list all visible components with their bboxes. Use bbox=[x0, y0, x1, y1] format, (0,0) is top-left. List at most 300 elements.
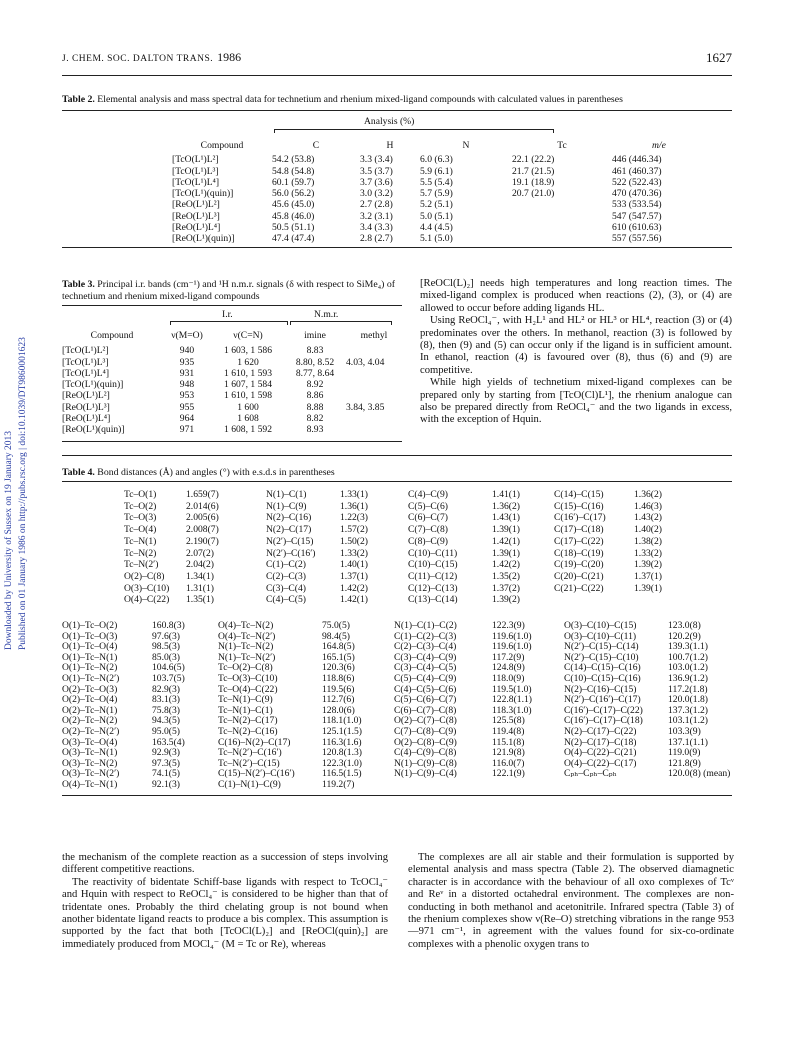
table2-header: N bbox=[462, 140, 470, 151]
bond-value: 119.6(1.0) bbox=[492, 630, 532, 642]
table2-group-header: Analysis (%) bbox=[364, 116, 415, 127]
bond-value: 1.46(3) bbox=[634, 500, 662, 512]
bond-value: 1.39(2) bbox=[634, 559, 662, 571]
table-row bbox=[172, 166, 732, 177]
bond-label: Tc–N(2)–C(16) bbox=[218, 725, 278, 737]
bond-label: N(1)–C(1)–C(2) bbox=[394, 620, 457, 631]
bond-label: O(3)–Tc–O(4) bbox=[62, 736, 118, 748]
table-cell: 446 (446.34) bbox=[612, 154, 662, 166]
table-row bbox=[124, 501, 724, 513]
table2-bracket bbox=[274, 129, 554, 133]
table-cell: 50.5 (51.1) bbox=[272, 222, 315, 234]
paragraph: [ReOCl(L)₂] needs high temperatures and long reaction times. The mixed-ligand complex is produced when reactions (2), (3), or (4) are allowed to occur before adding ligands HL. bbox=[420, 278, 732, 314]
bond-label: C(6)–C(7)–C(8) bbox=[394, 704, 457, 716]
table2-header: H bbox=[386, 140, 394, 151]
bond-value: 1.36(2) bbox=[492, 500, 520, 512]
bond-label: C(12)–C(13) bbox=[408, 582, 458, 594]
table-cell: [TcO(L¹)(quin)] bbox=[172, 188, 234, 200]
header-rule bbox=[62, 75, 732, 76]
table3-header: imine bbox=[304, 330, 326, 341]
table-cell: 8.82 bbox=[306, 413, 324, 425]
bond-value: 1.40(2) bbox=[634, 524, 662, 536]
bond-label: N(2′)–C(15)–C(14) bbox=[564, 641, 639, 653]
bond-value: 136.9(1.2) bbox=[668, 672, 708, 684]
bond-label: C(1)–C(2) bbox=[266, 559, 306, 571]
table3 bbox=[62, 330, 402, 436]
bond-label: Tc–N(2′)–C(15) bbox=[218, 757, 280, 769]
table3-header-row bbox=[62, 330, 402, 345]
bond-value: 1.33(2) bbox=[340, 547, 368, 559]
table-cell bbox=[512, 222, 612, 233]
table-row bbox=[62, 727, 732, 738]
table-cell: [ReO(L¹)L⁴] bbox=[172, 222, 221, 234]
table-cell: 3.84, 3.85 bbox=[346, 401, 385, 413]
bond-value: 122.3(9) bbox=[492, 620, 525, 631]
table-cell: 6.0 (6.3) bbox=[420, 154, 453, 166]
bond-label: O(2)–C(8) bbox=[124, 570, 165, 582]
bond-value: 1.41(1) bbox=[492, 489, 520, 500]
bond-value: 1.36(1) bbox=[340, 500, 368, 512]
table3-group-nmr: N.m.r. bbox=[314, 309, 339, 320]
bond-value: 119.6(1.0) bbox=[492, 641, 532, 653]
table-cell: 610 (610.63) bbox=[612, 222, 662, 234]
bond-label: N(2)–C(17)–C(22) bbox=[564, 725, 637, 737]
table3-top-rule bbox=[62, 305, 402, 306]
bond-label: Tc–O(4)–C(22) bbox=[218, 683, 278, 695]
table2-bottom-rule bbox=[62, 247, 732, 248]
bond-value: 1.38(2) bbox=[634, 535, 662, 547]
table-row bbox=[62, 402, 402, 413]
bond-value: 74.1(5) bbox=[152, 768, 180, 780]
bond-value: 2.04(2) bbox=[186, 559, 214, 571]
table4-caption bbox=[62, 467, 732, 479]
bond-label: C(5)–C(4)–C(9) bbox=[394, 672, 457, 684]
bond-value bbox=[668, 780, 732, 791]
table-cell: [ReO(L¹)L⁴] bbox=[62, 413, 111, 425]
bond-value: 75.0(5) bbox=[322, 620, 350, 631]
table-row bbox=[62, 368, 402, 379]
bond-label: C(13)–C(14) bbox=[408, 594, 458, 606]
bond-value: 119.4(8) bbox=[492, 725, 525, 737]
bond-label: O(2)–C(7)–C(8) bbox=[394, 715, 457, 727]
table-cell: 8.86 bbox=[306, 390, 324, 402]
table4-label: Table 4. bbox=[62, 467, 95, 478]
bond-value bbox=[634, 594, 724, 606]
table-row bbox=[124, 524, 724, 536]
bond-label bbox=[554, 594, 634, 606]
table-cell: 964 bbox=[179, 413, 195, 425]
bond-value: 164.8(5) bbox=[322, 641, 355, 653]
bond-value: 1.42(1) bbox=[492, 535, 520, 547]
bond-value: 1.34(1) bbox=[186, 570, 214, 582]
bond-label: Cₚₕ–Cₚₕ–Cₚₕ bbox=[564, 768, 617, 780]
bond-label: C(4)–C(9)–C(8) bbox=[394, 747, 457, 759]
bond-label: C(14)–C(15) bbox=[554, 489, 604, 500]
table-row bbox=[62, 379, 402, 390]
bond-label: C(19)–C(20) bbox=[554, 559, 604, 571]
bond-label: N(1)–C(9) bbox=[266, 500, 307, 512]
bond-value: 2.005(6) bbox=[186, 512, 219, 524]
bond-label: O(2)–Tc–N(2′) bbox=[62, 725, 120, 737]
bond-label: N(2′)–C(16′) bbox=[266, 547, 316, 559]
bond-value bbox=[492, 780, 564, 791]
bond-label: O(4)–C(22) bbox=[124, 594, 170, 606]
bond-label: C(14)–C(15)–C(16) bbox=[564, 662, 641, 674]
bond-value: 116.0(7) bbox=[492, 757, 525, 769]
table-cell: 1 610, 1 598 bbox=[224, 390, 272, 402]
table-cell: 45.8 (46.0) bbox=[272, 210, 315, 222]
table-cell: 1 607, 1 584 bbox=[224, 379, 272, 391]
table3-label: Table 3. bbox=[62, 279, 95, 290]
bond-label: O(3)–Tc–N(2) bbox=[62, 757, 118, 769]
table-row bbox=[172, 233, 732, 244]
distances-body bbox=[124, 489, 724, 606]
bond-label: C(18)–C(19) bbox=[554, 547, 604, 559]
bond-value: 1.33(2) bbox=[634, 547, 662, 559]
bond-label: C(2)–C(3)–C(4) bbox=[394, 641, 457, 653]
table-cell: 5.5 (5.4) bbox=[420, 176, 453, 188]
bond-value: 116.5(1.5) bbox=[322, 768, 362, 780]
table-cell: 955 bbox=[179, 401, 195, 413]
bond-value: 122.3(1.0) bbox=[322, 757, 362, 769]
bond-label: C(7)–C(8)–C(9) bbox=[394, 725, 457, 737]
table-row bbox=[62, 780, 732, 791]
table-cell bbox=[346, 413, 402, 424]
bond-label: Tc–N(2) bbox=[124, 547, 157, 559]
bond-value: 120.0(1.8) bbox=[668, 694, 708, 706]
bond-value: 119.2(7) bbox=[322, 778, 355, 790]
table-cell: 5.7 (5.9) bbox=[420, 188, 453, 200]
bond-value: 119.5(1.0) bbox=[492, 683, 532, 695]
table2-header-row bbox=[172, 140, 732, 154]
table-cell: 56.0 (56.2) bbox=[272, 188, 315, 200]
bond-label: Tc–N(1)–C(1) bbox=[218, 704, 273, 716]
bond-value: 104.6(5) bbox=[152, 662, 185, 674]
bond-value: 1.43(2) bbox=[634, 512, 662, 524]
bond-label: O(4)–Tc–N(1) bbox=[62, 778, 118, 790]
published-notice: Published on 01 January 1986 on http://pubs.rsc.org | doi:10.1039/DT9860001623 bbox=[18, 337, 28, 650]
paragraph: While high yields of technetium mixed-ligand complexes can be prepared only by starting from [TcO(Cl)L¹], the rhenium analogue can also be prepared directly from ReOCl₄⁻ and the two ligands in excess, with the exception of Hquin. bbox=[420, 377, 732, 426]
bond-label: O(3)–Tc–N(2′) bbox=[62, 768, 120, 780]
journal-name: J. CHEM. SOC. DALTON TRANS. bbox=[62, 54, 214, 64]
bond-label: O(1)–Tc–N(2) bbox=[62, 662, 118, 674]
table-row bbox=[124, 594, 724, 606]
bond-label: N(1)–C(1) bbox=[266, 489, 307, 500]
table-cell: 3.4 (3.3) bbox=[360, 222, 393, 234]
bond-value: 2.008(7) bbox=[186, 524, 219, 536]
table4-distances bbox=[124, 489, 724, 606]
bond-label: O(1)–Tc–O(4) bbox=[62, 641, 118, 653]
bond-value: 1.42(1) bbox=[340, 594, 368, 606]
bond-label: O(2)–Tc–N(2) bbox=[62, 715, 118, 727]
table-row bbox=[124, 536, 724, 548]
bond-label: C(4)–C(9) bbox=[408, 489, 448, 500]
bond-value: 137.3(1.2) bbox=[668, 704, 708, 716]
bond-value: 103.0(1.2) bbox=[668, 662, 708, 674]
bond-label: C(10)–C(11) bbox=[408, 547, 458, 559]
table-cell: 60.1 (59.7) bbox=[272, 176, 315, 188]
bond-value: 1.35(1) bbox=[186, 594, 214, 606]
table2 bbox=[172, 140, 732, 245]
table3-nmr-bracket bbox=[290, 321, 392, 325]
table-cell bbox=[346, 368, 402, 379]
bond-value: 1.33(1) bbox=[340, 489, 368, 500]
table-cell: 54.2 (53.8) bbox=[272, 154, 315, 166]
bottom-left-text bbox=[62, 852, 388, 951]
bond-label: N(2)–C(16)–C(15) bbox=[564, 683, 637, 695]
bond-value: 103.1(1.2) bbox=[668, 715, 708, 727]
bond-value: 92.1(3) bbox=[152, 778, 180, 790]
table-cell: 1 603, 1 586 bbox=[224, 345, 272, 357]
table-cell: [ReO(L¹)(quin)] bbox=[62, 424, 125, 436]
journal-year: 1986 bbox=[217, 50, 242, 64]
table-cell: 54.8 (54.8) bbox=[272, 165, 315, 177]
bond-label: O(1)–Tc–N(1) bbox=[62, 651, 118, 663]
bond-label: C(17)–C(18) bbox=[554, 524, 604, 536]
bond-value: 165.1(5) bbox=[322, 651, 355, 663]
bond-value: 118.8(6) bbox=[322, 672, 355, 684]
table-cell: 4.4 (4.5) bbox=[420, 222, 453, 234]
bond-label: O(2)–Tc–N(1) bbox=[62, 704, 118, 716]
table-row bbox=[62, 345, 402, 356]
table-row bbox=[124, 559, 724, 571]
bond-label: C(6)–C(7) bbox=[408, 512, 448, 524]
table-cell: 1 608, 1 592 bbox=[224, 424, 272, 436]
bond-value: 1.36(2) bbox=[634, 489, 662, 500]
bond-value: 2.014(6) bbox=[186, 500, 219, 512]
table-cell: 19.1 (18.9) bbox=[512, 176, 555, 188]
table-cell: 470 (470.36) bbox=[612, 188, 662, 200]
table-cell: [ReO(L¹)(quin)] bbox=[172, 233, 235, 245]
bond-value: 124.8(9) bbox=[492, 662, 525, 674]
bond-label: C(1)–C(2)–C(3) bbox=[394, 630, 457, 642]
bond-label: Tc–N(2′)–C(16′) bbox=[218, 747, 282, 759]
bond-value: 125.5(8) bbox=[492, 715, 525, 727]
bond-value: 98.5(3) bbox=[152, 641, 180, 653]
download-sidebar bbox=[0, 255, 36, 665]
table2-body bbox=[172, 154, 732, 244]
bond-label: Tc–O(3) bbox=[124, 512, 157, 524]
bond-label: C(5)–C(6)–C(7) bbox=[394, 694, 457, 706]
table-row bbox=[124, 571, 724, 583]
bond-label: N(1)–C(9)–C(8) bbox=[394, 757, 457, 769]
bond-value: 97.6(3) bbox=[152, 630, 180, 642]
table2-caption-text: Elemental analysis and mass spectral data for technetium and rhenium mixed-ligand compounds with calculated values in parentheses bbox=[94, 94, 623, 105]
bond-value: 160.8(3) bbox=[152, 620, 185, 631]
bond-label bbox=[394, 780, 492, 791]
bond-value: 83.1(3) bbox=[152, 694, 180, 706]
table-cell: [ReO(L¹)L³] bbox=[62, 401, 110, 413]
table-cell: 8.77, 8.64 bbox=[295, 367, 335, 379]
table3-ir-bracket bbox=[170, 321, 288, 325]
table-cell: [ReO(L¹)L³] bbox=[172, 210, 220, 222]
table-row bbox=[172, 154, 732, 165]
bond-label: Tc–N(2′) bbox=[124, 559, 159, 571]
table-cell: 3.7 (3.6) bbox=[360, 176, 393, 188]
table3-bottom-rule bbox=[62, 441, 402, 442]
page-number: 1627 bbox=[706, 50, 732, 65]
table-cell bbox=[512, 233, 612, 244]
table-row bbox=[124, 583, 724, 595]
bond-label: N(2)–C(17) bbox=[266, 524, 312, 536]
table-cell: 461 (460.37) bbox=[612, 165, 662, 177]
bond-label: O(1)–Tc–O(2) bbox=[62, 620, 118, 631]
bond-label: C(5)–C(6) bbox=[408, 500, 448, 512]
bond-value: 1.39(1) bbox=[492, 524, 520, 536]
table2-caption bbox=[62, 94, 732, 106]
bond-value: 128.0(6) bbox=[322, 704, 355, 716]
table-row bbox=[62, 413, 402, 424]
bond-label: O(1)–Tc–O(3) bbox=[62, 630, 118, 642]
bond-label: C(4)–C(5) bbox=[266, 594, 306, 606]
bond-value: 119.0(9) bbox=[668, 747, 701, 759]
bond-label: C(8)–C(9) bbox=[408, 535, 448, 547]
table-cell: 3.3 (3.4) bbox=[360, 154, 393, 166]
table-cell: 8.93 bbox=[306, 424, 324, 436]
bond-label: C(17)–C(22) bbox=[554, 535, 604, 547]
bond-value: 82.9(3) bbox=[152, 683, 180, 695]
table-cell: 533 (533.54) bbox=[612, 199, 662, 211]
table-cell: 953 bbox=[179, 390, 195, 402]
table-cell: 1 600 bbox=[237, 401, 259, 413]
bond-value: 120.8(1.3) bbox=[322, 747, 362, 759]
bond-label: O(4)–Tc–N(2′) bbox=[218, 630, 276, 642]
bond-value: 123.0(8) bbox=[668, 620, 701, 631]
table-cell: 8.88 bbox=[306, 401, 324, 413]
bond-label: N(1)–Tc–N(2) bbox=[218, 641, 274, 653]
bond-value: 1.42(2) bbox=[492, 559, 520, 571]
table-cell: 3.0 (3.2) bbox=[360, 188, 393, 200]
bond-value: 95.0(5) bbox=[152, 725, 180, 737]
bond-label: Tc–O(2) bbox=[124, 500, 157, 512]
table-cell: [TcO(L¹)L²] bbox=[172, 154, 219, 166]
bond-value: 122.8(1.1) bbox=[492, 694, 532, 706]
bond-value: 116.3(1.6) bbox=[322, 736, 362, 748]
bond-label: C(7)–C(8) bbox=[408, 524, 448, 536]
table-row bbox=[62, 357, 402, 368]
table-cell: 3.2 (3.1) bbox=[360, 210, 393, 222]
bond-value: 100.7(1.2) bbox=[668, 651, 708, 663]
table-cell: [TcO(L¹)L⁴] bbox=[62, 367, 110, 379]
bond-value: 103.3(9) bbox=[668, 725, 701, 737]
table-cell: 1 610, 1 593 bbox=[224, 367, 272, 379]
table2-header: m/e bbox=[652, 140, 666, 151]
table3-header: Compound bbox=[90, 330, 134, 341]
table-cell: 21.7 (21.5) bbox=[512, 165, 555, 177]
table-cell: 5.0 (5.1) bbox=[420, 210, 453, 222]
bond-value: 1.39(1) bbox=[634, 582, 662, 594]
bond-label: N(2)–C(17)–C(18) bbox=[564, 736, 637, 748]
table-row bbox=[62, 674, 732, 685]
bond-value: 120.3(6) bbox=[322, 662, 355, 674]
table-row bbox=[172, 222, 732, 233]
table-cell: 8.92 bbox=[306, 379, 324, 391]
bond-label: C(15)–C(16) bbox=[554, 500, 604, 512]
table-cell bbox=[346, 390, 402, 401]
bond-value: 98.4(5) bbox=[322, 630, 350, 642]
table3-body bbox=[62, 345, 402, 435]
bond-label: C(20)–C(21) bbox=[554, 570, 604, 582]
table-row bbox=[124, 548, 724, 560]
table-cell: 547 (547.57) bbox=[612, 210, 662, 222]
table-row bbox=[172, 211, 732, 222]
table-cell: [TcO(L¹)L³] bbox=[62, 356, 109, 368]
bond-label: N(2′)–C(15) bbox=[266, 535, 314, 547]
bond-value: 118.1(1.0) bbox=[322, 715, 362, 727]
table-cell: 3.5 (3.7) bbox=[360, 165, 393, 177]
table-row bbox=[172, 177, 732, 188]
bond-value: 1.31(1) bbox=[186, 582, 214, 594]
bond-value: 120.2(9) bbox=[668, 630, 701, 642]
table-cell: [TcO(L¹)L⁴] bbox=[172, 176, 220, 188]
bond-value: 119.5(6) bbox=[322, 683, 355, 695]
bond-label: N(2′)–C(15)–C(10) bbox=[564, 651, 639, 663]
bond-label: C(11)–C(12) bbox=[408, 570, 458, 582]
bond-value: 103.7(5) bbox=[152, 672, 185, 684]
table-cell: 948 bbox=[179, 379, 195, 391]
table-cell: 20.7 (21.0) bbox=[512, 188, 555, 200]
bond-label: C(16′)–C(17) bbox=[554, 512, 606, 524]
table-cell: [ReO(L¹)L²] bbox=[172, 199, 220, 211]
bond-value: 117.2(1.8) bbox=[668, 683, 708, 695]
bond-label: N(1)–Tc–N(2′) bbox=[218, 651, 276, 663]
bond-label: C(21)–C(22) bbox=[554, 582, 604, 594]
table-cell bbox=[512, 211, 612, 222]
bond-value: 139.3(1.1) bbox=[668, 641, 708, 653]
table-cell: 935 bbox=[179, 356, 195, 368]
bond-value: 2.07(2) bbox=[186, 547, 214, 559]
table-cell bbox=[346, 345, 402, 356]
bond-value: 1.22(3) bbox=[340, 512, 368, 524]
table4-angles bbox=[62, 621, 732, 791]
bottom-right-text bbox=[408, 852, 734, 951]
table-cell: 2.7 (2.8) bbox=[360, 199, 393, 211]
table-cell: 5.1 (5.0) bbox=[420, 233, 453, 245]
table-cell: 971 bbox=[179, 424, 195, 436]
bond-label: Tc–O(2)–C(8) bbox=[218, 662, 273, 674]
bond-label: N(1)–C(9)–C(4) bbox=[394, 768, 457, 780]
bond-value: 1.57(2) bbox=[340, 524, 368, 536]
table3-caption bbox=[62, 279, 402, 303]
table-row bbox=[62, 621, 732, 632]
table-cell: 45.6 (45.0) bbox=[272, 199, 315, 211]
bond-value: 1.37(1) bbox=[340, 570, 368, 582]
table2-header: Compound bbox=[200, 140, 244, 151]
bond-value: 1.35(2) bbox=[492, 570, 520, 582]
bond-value: 1.659(7) bbox=[186, 489, 219, 500]
table-row bbox=[124, 512, 724, 524]
table-cell: 5.2 (5.1) bbox=[420, 199, 453, 211]
table-cell: 522 (522.43) bbox=[612, 176, 662, 188]
bond-label: C(16)–N(2)–C(17) bbox=[218, 736, 291, 748]
bond-label: Tc–O(4) bbox=[124, 524, 157, 536]
bond-value: 125.1(1.5) bbox=[322, 725, 362, 737]
bond-label bbox=[564, 780, 668, 791]
bond-label: O(4)–C(22)–C(21) bbox=[564, 747, 637, 759]
table-cell: [ReO(L¹)L²] bbox=[62, 390, 110, 402]
table-cell: 1 608 bbox=[237, 413, 259, 425]
table3-header: methyl bbox=[360, 330, 388, 341]
table3-group-ir: I.r. bbox=[222, 309, 233, 320]
table-cell: 8.80, 8.52 bbox=[295, 356, 335, 368]
table2-top-rule bbox=[62, 110, 732, 111]
table-cell: 931 bbox=[179, 367, 195, 379]
table3-caption-text: Principal i.r. bands (cm⁻¹) and ¹H n.m.r. signals (δ with respect to SiMe₄) of technetium and rhenium mixed-ligand compounds bbox=[62, 279, 396, 302]
bond-label: Tc–N(2)–C(17) bbox=[218, 715, 278, 727]
table-cell: 47.4 (47.4) bbox=[272, 233, 315, 245]
bond-label: O(2)–Tc–O(3) bbox=[62, 683, 118, 695]
bond-label: C(16′)–C(17)–C(18) bbox=[564, 715, 643, 727]
